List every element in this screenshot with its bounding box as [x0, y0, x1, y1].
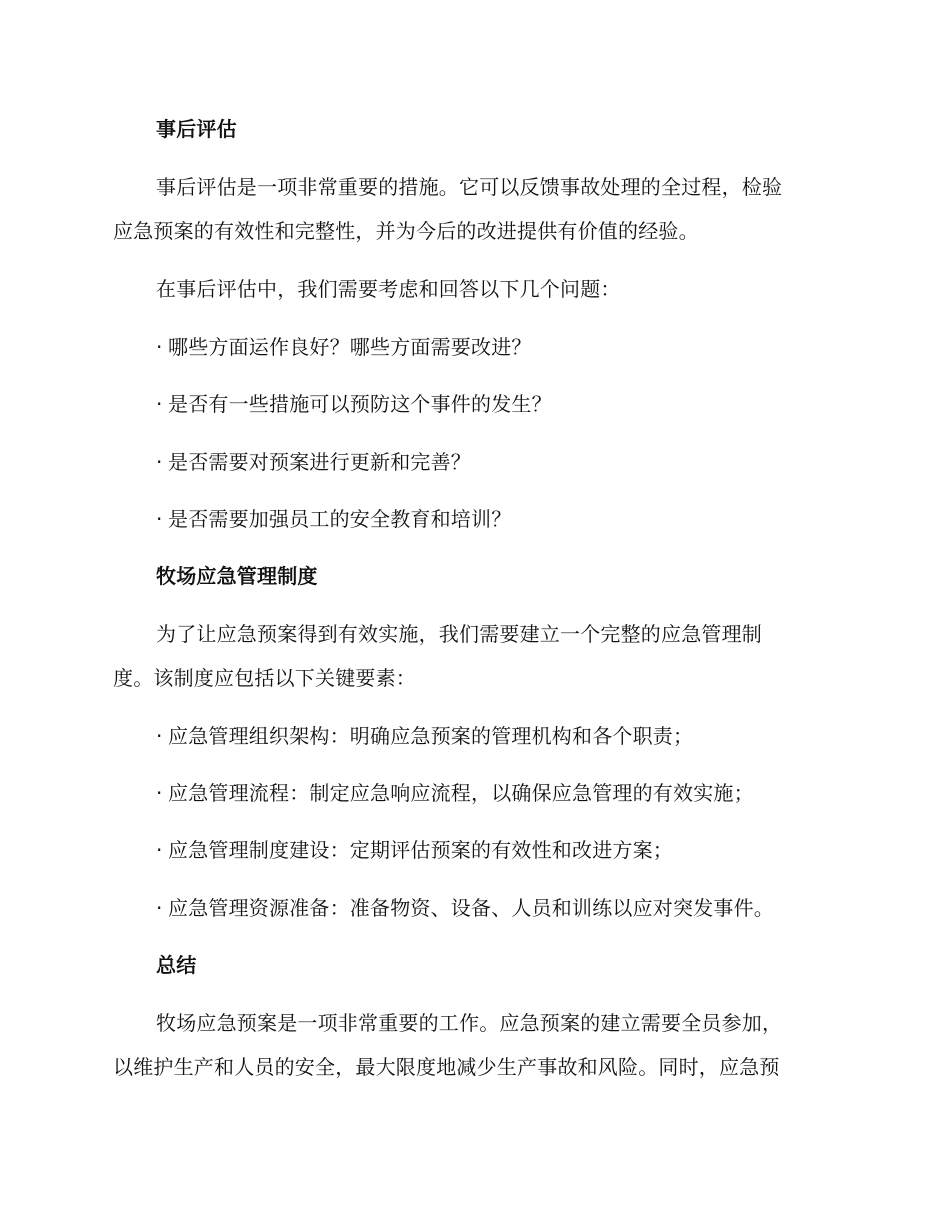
section-heading-summary: 总结 [156, 953, 197, 977]
bullet-text: 应急管理资源准备：准备物资、设备、人员和训练以应对突发事件。 [168, 896, 774, 920]
bullet-item [156, 836, 886, 864]
bullet-item [156, 333, 886, 361]
paragraph-line: 以维护生产和人员的安全，最大限度地减少生产事故和风险。同时，应急预 [113, 1055, 780, 1079]
bullet-icon: · [156, 838, 163, 862]
paragraph-line: 牧场应急预案是一项非常重要的工作。应急预案的建立需要全员参加， [156, 1011, 783, 1035]
paragraph-line: 应急预案的有效性和完整性，并为今后的改进提供有价值的经验。 [113, 219, 699, 243]
bullet-icon: · [156, 896, 163, 920]
bullet-icon: · [156, 335, 163, 359]
bullet-item [156, 779, 886, 807]
bullet-text: 是否需要对预案进行更新和完善？ [168, 450, 471, 474]
bullet-icon: · [156, 781, 163, 805]
bullet-item [156, 390, 886, 418]
bullet-item [156, 894, 886, 922]
bullet-icon: · [156, 392, 163, 416]
bullet-item [156, 448, 886, 476]
paragraph-line: 为了让应急预案得到有效实施，我们需要建立一个完整的应急管理制 [156, 622, 762, 646]
bullet-item [156, 505, 886, 533]
bullet-text: 哪些方面运作良好？哪些方面需要改进？ [168, 335, 532, 359]
paragraph-line: 事后评估是一项非常重要的措施。它可以反馈事故处理的全过程，检验 [156, 175, 783, 199]
section-heading-post-assessment: 事后评估 [156, 117, 237, 141]
paragraph-line: 度。该制度应包括以下关键要素： [113, 666, 416, 690]
bullet-text: 是否需要加强员工的安全教育和培训？ [168, 507, 512, 531]
paragraph-line: 在事后评估中，我们需要考虑和回答以下几个问题： [156, 277, 621, 301]
bullet-text: 应急管理组织架构：明确应急预案的管理机构和各个职责； [168, 724, 694, 748]
bullet-icon: · [156, 507, 163, 531]
bullet-text: 是否有一些措施可以预防这个事件的发生？ [168, 392, 552, 416]
bullet-icon: · [156, 724, 163, 748]
bullet-text: 应急管理制度建设：定期评估预案的有效性和改进方案； [168, 838, 673, 862]
bullet-text: 应急管理流程：制定应急响应流程，以确保应急管理的有效实施； [168, 781, 754, 805]
bullet-item [156, 722, 886, 750]
section-heading-emergency-management: 牧场应急管理制度 [156, 564, 318, 588]
bullet-icon: · [156, 450, 163, 474]
